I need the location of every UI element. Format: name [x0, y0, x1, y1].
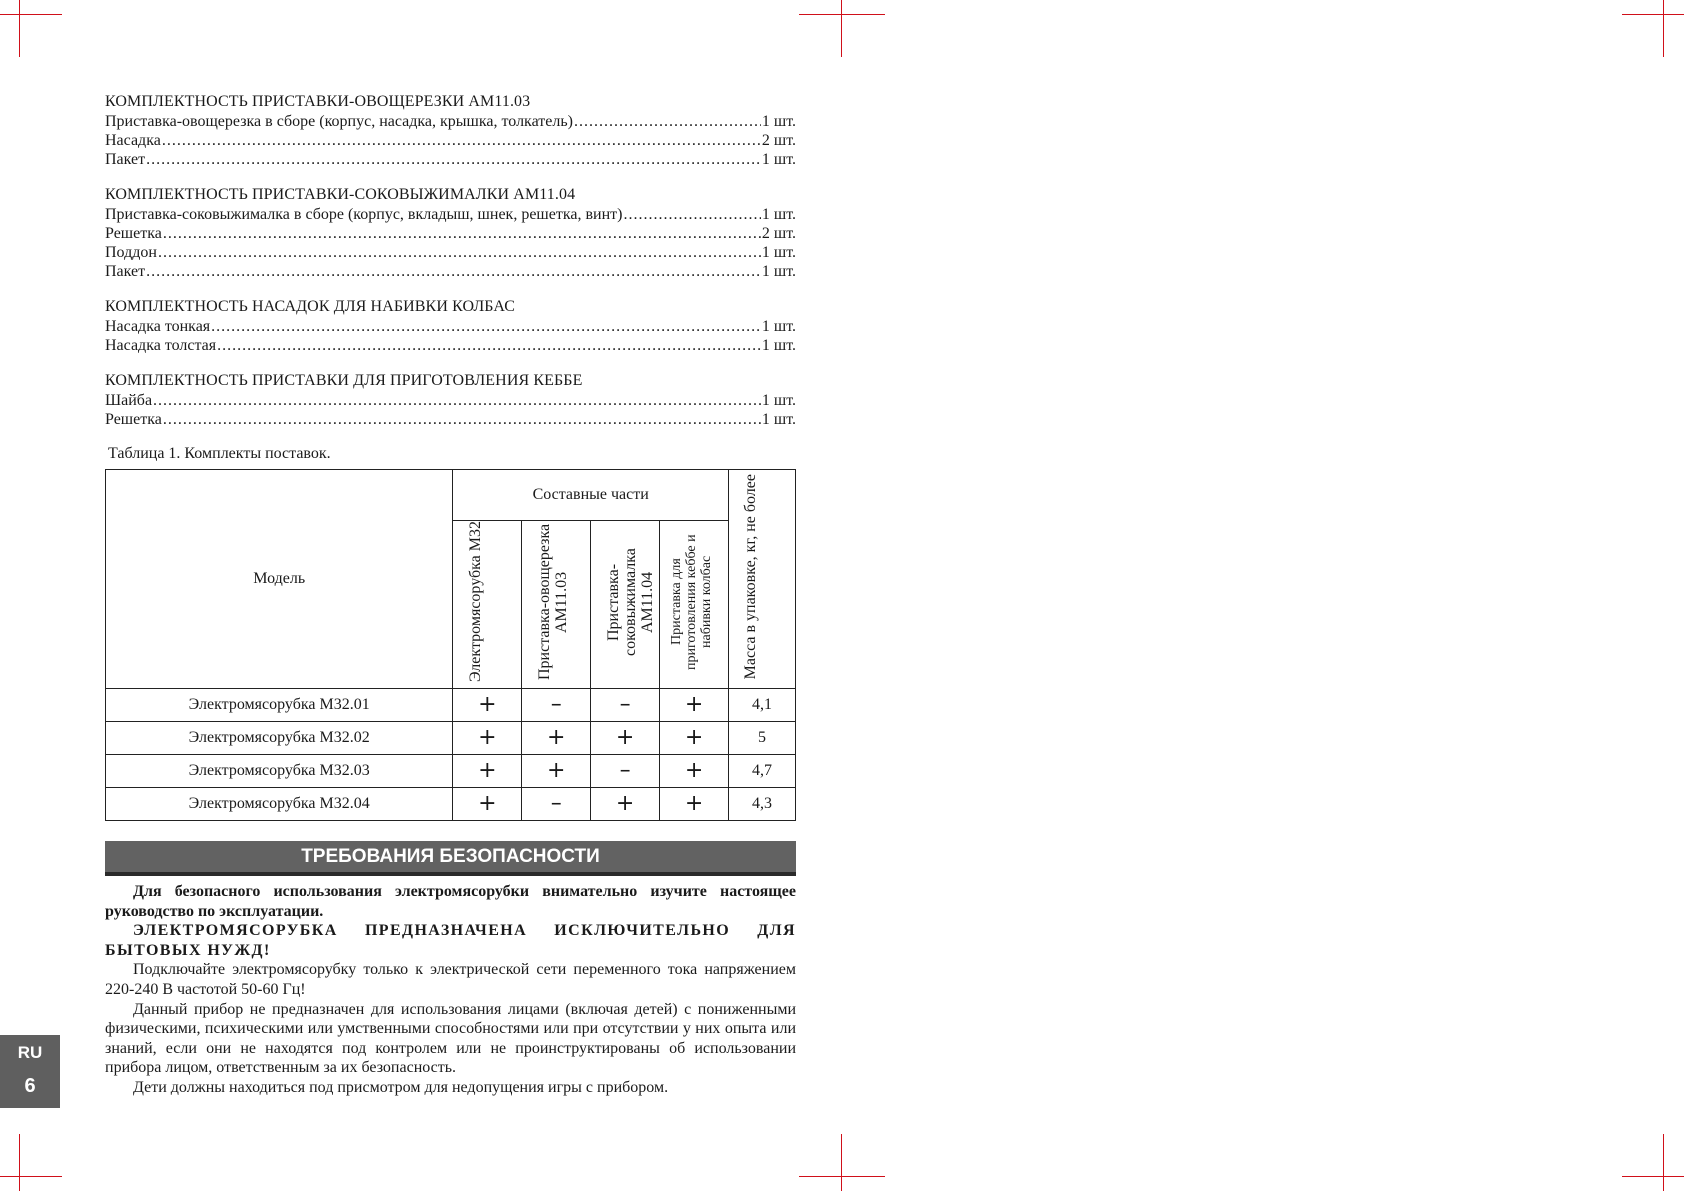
header-model: Модель	[106, 470, 453, 689]
mass-cell: 4,7	[729, 755, 796, 788]
part-mark-cell: +	[591, 722, 660, 755]
kit-item	[105, 243, 796, 262]
kit-item-name: Приставка-соковыжималка в сборе (корпус, вкладыш, шнек, решетка, винт)	[105, 206, 623, 223]
model-cell: Электромясорубка М32.04	[106, 788, 453, 821]
kit-section	[105, 92, 796, 169]
kit-item-name: Насадка толстая	[105, 337, 217, 354]
kit-section	[105, 371, 796, 429]
part-mark-cell: +	[522, 755, 591, 788]
part-mark-cell: +	[660, 722, 729, 755]
kit-item	[105, 317, 796, 336]
table-row	[106, 755, 796, 788]
part-mark-cell: +	[453, 755, 522, 788]
model-cell: Электромясорубка М32.02	[106, 722, 453, 755]
part-mark-cell: –	[522, 788, 591, 821]
kit-item-name: Пакет	[105, 263, 146, 280]
kit-item-name: Решетка	[105, 411, 162, 428]
part-mark-cell: +	[660, 788, 729, 821]
kit-item-qty: 1 шт.	[761, 263, 796, 280]
header-parts: Составные части	[453, 470, 729, 521]
table-caption: Таблица 1. Комплекты поставок.	[108, 445, 331, 462]
delivery-sets-table	[105, 469, 796, 821]
page-content	[105, 92, 796, 1098]
mass-cell: 5	[729, 722, 796, 755]
kit-section-title: КОМПЛЕКТНОСТЬ НАСАДОК ДЛЯ НАБИВКИ КОЛБАС	[105, 298, 515, 315]
dot-leader	[162, 131, 761, 150]
kit-item-qty: 2 шт.	[761, 132, 796, 149]
kit-item-qty: 1 шт.	[761, 411, 796, 428]
kit-item-name: Шайба	[105, 392, 153, 409]
part-mark-cell: –	[522, 689, 591, 722]
kit-item	[105, 336, 796, 355]
kit-item-name: Поддон	[105, 244, 157, 261]
kit-sections	[105, 92, 796, 429]
header-part-column	[522, 521, 591, 689]
kit-item	[105, 262, 796, 281]
part-mark-cell: +	[522, 722, 591, 755]
kit-item	[105, 224, 796, 243]
kit-section-title: КОМПЛЕКТНОСТЬ ПРИСТАВКИ-СОКОВЫЖИМАЛКИ АМ11.04	[105, 186, 576, 203]
table-row	[106, 788, 796, 821]
kit-item	[105, 150, 796, 169]
header-part-label: Приставка для приготовления кеббе и набивки колбас	[669, 534, 715, 670]
header-part-label: Электромясорубка М32	[467, 521, 485, 683]
dot-leader	[163, 224, 761, 243]
kit-item-qty: 1 шт.	[761, 113, 796, 130]
kit-item-qty: 1 шт.	[761, 392, 796, 409]
safety-persons: Данный прибор не предназначен для использования лицами (включая детей) с пониженными физическими, психическими или умственными способностями или при отсутствии у них опыта или знаний, если они не находятся под контролем или не проинструктированы об использовании прибора лицом, ответственным за их безопасность.	[105, 1000, 796, 1077]
safety-household: ЭЛЕКТРОМЯСОРУБКА ПРЕДНАЗНАЧЕНА ИСКЛЮЧИТЕЛЬНО ДЛЯ БЫТОВЫХ НУЖД!	[105, 922, 796, 959]
safety-children: Дети должны находиться под присмотром для недопущения игры с прибором.	[133, 1078, 669, 1096]
header-part-label: Приставка-овощерезка АМ11.03	[536, 523, 571, 681]
part-mark-cell: +	[453, 722, 522, 755]
kit-item-qty: 1 шт.	[761, 206, 796, 223]
dot-leader	[623, 205, 760, 224]
header-part-column	[453, 521, 522, 689]
dot-leader	[146, 150, 761, 169]
kit-item	[105, 391, 796, 410]
table-row	[106, 722, 796, 755]
dot-leader	[163, 410, 761, 429]
kit-section	[105, 185, 796, 281]
kit-item-name: Пакет	[105, 151, 146, 168]
kit-item-qty: 1 шт.	[761, 337, 796, 354]
language-label: RU	[17, 1043, 43, 1062]
kit-item-qty: 1 шт.	[761, 244, 796, 261]
dot-leader	[146, 262, 761, 281]
part-mark-cell: –	[591, 755, 660, 788]
dot-leader	[153, 391, 761, 410]
header-mass	[729, 470, 796, 689]
header-part-column	[660, 521, 729, 689]
safety-power: Подключайте электромясорубку только к электрической сети переменного тока напряжением 220-240 В частотой 50-60 Гц!	[105, 961, 796, 998]
part-mark-cell: +	[660, 689, 729, 722]
kit-section-title: КОМПЛЕКТНОСТЬ ПРИСТАВКИ ДЛЯ ПРИГОТОВЛЕНИЯ КЕББЕ	[105, 372, 583, 389]
header-part-label: Приставка-соковыжималка АМ11.04	[605, 548, 657, 656]
page-number: 6	[24, 1075, 36, 1097]
kit-item-qty: 1 шт.	[761, 318, 796, 335]
part-mark-cell: +	[591, 788, 660, 821]
part-mark-cell: –	[591, 689, 660, 722]
kit-item	[105, 131, 796, 150]
dot-leader	[217, 336, 761, 355]
part-mark-cell: +	[453, 689, 522, 722]
kit-section-title: КОМПЛЕКТНОСТЬ ПРИСТАВКИ-ОВОЩЕРЕЗКИ АМ11.03	[105, 93, 531, 110]
kit-item	[105, 112, 796, 131]
kit-item-name: Насадка тонкая	[105, 318, 211, 335]
table-row	[106, 689, 796, 722]
kit-item-qty: 1 шт.	[761, 151, 796, 168]
part-mark-cell: +	[453, 788, 522, 821]
part-mark-cell: +	[660, 755, 729, 788]
header-part-column	[591, 521, 660, 689]
page-tab	[0, 1035, 60, 1108]
safety-banner: ТРЕБОВАНИЯ БЕЗОПАСНОСТИ	[105, 841, 796, 876]
header-mass-label: Масса в упаковке, кг, не более	[742, 473, 759, 680]
kit-item-name: Приставка-овощерезка в сборе (корпус, насадка, крышка, толкатель)	[105, 113, 573, 130]
kit-item	[105, 410, 796, 429]
kit-section	[105, 297, 796, 355]
dot-leader	[211, 317, 761, 336]
model-cell: Электромясорубка М32.03	[106, 755, 453, 788]
kit-item-name: Решетка	[105, 225, 162, 242]
safety-intro: Для безопасного использования электромясорубки внимательно изучите настоящее руководство по эксплуатации.	[105, 883, 796, 920]
dot-leader	[574, 112, 761, 131]
model-cell: Электромясорубка М32.01	[106, 689, 453, 722]
mass-cell: 4,1	[729, 689, 796, 722]
mass-cell: 4,3	[729, 788, 796, 821]
dot-leader	[158, 243, 761, 262]
kit-item	[105, 205, 796, 224]
kit-item-qty: 2 шт.	[761, 225, 796, 242]
kit-item-name: Насадка	[105, 132, 161, 149]
